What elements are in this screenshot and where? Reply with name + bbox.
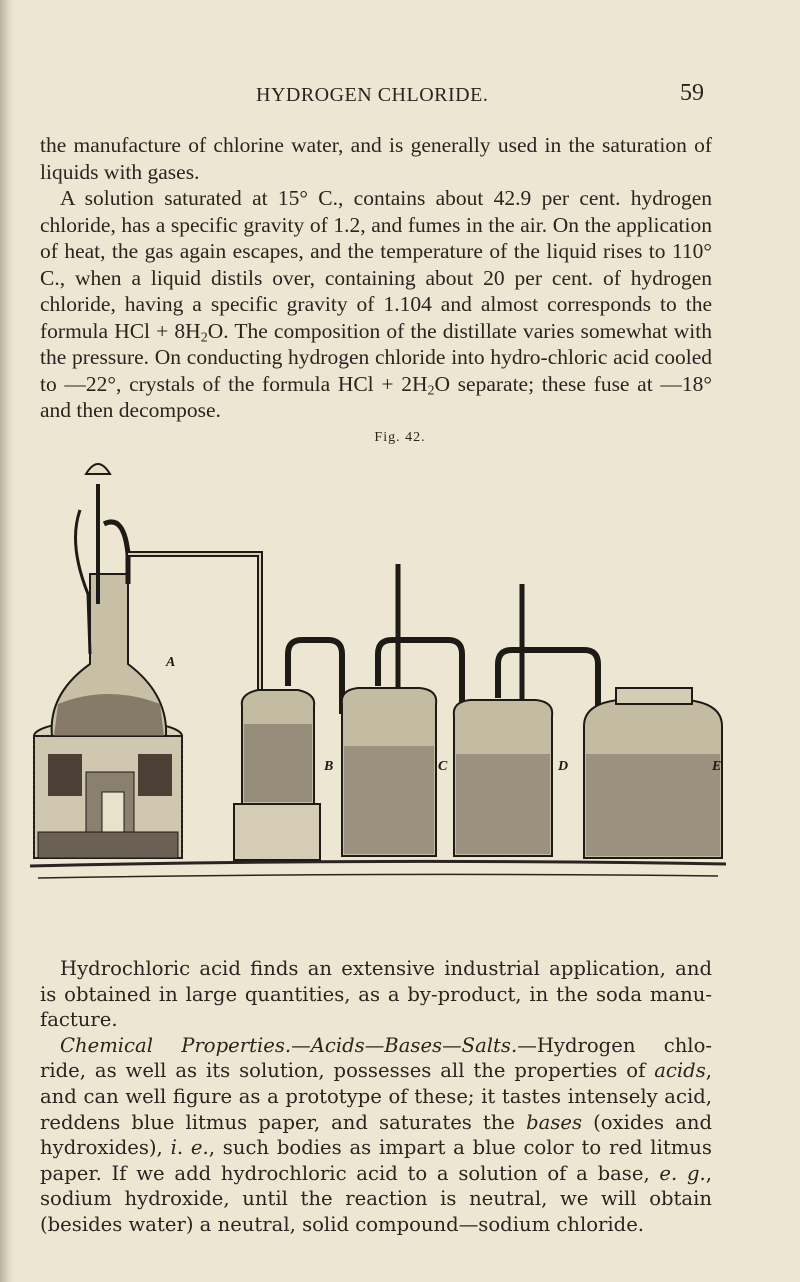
apparatus-illustration [28, 454, 728, 900]
emphasis: e. g. [659, 1161, 706, 1185]
figure-label-c: C [438, 759, 448, 774]
bottle-b [234, 640, 342, 860]
page-number: 59 [680, 80, 704, 106]
figure-label-e: E [712, 759, 722, 774]
paragraph-text: , such bodies as impart a blue color to red litmus paper. If we add hydrochloric acid to a solution of a base, [40, 1136, 712, 1185]
emphasis: acids [654, 1059, 706, 1083]
paragraph-text: O separate; these fuse at —18° and then decompose. [40, 371, 712, 422]
bottle-c [342, 640, 462, 856]
furnace [34, 720, 182, 858]
bench-line [30, 861, 726, 878]
flask-a [52, 464, 166, 736]
paragraph-continued: the manufacture of chlorine water, and is generally used in the saturation of liquids with gases. [40, 133, 712, 184]
figure-caption: Fig. 42. [374, 430, 426, 445]
paragraph-solution-properties [40, 185, 712, 424]
emphasis: bases [526, 1110, 583, 1134]
page-edge-shadow [0, 0, 14, 1282]
section-heading: Chemical Properties.—Acids—Bases—Salts. [60, 1033, 518, 1057]
lower-text-block [40, 956, 712, 1238]
figure-label-a: A [166, 655, 176, 670]
paragraph-chemical-properties [40, 1033, 712, 1238]
figure-label-d: D [558, 759, 569, 774]
paragraph-text: —Hydrogen chlo-ride, as well as its solution, possesses all the properties of [40, 1033, 712, 1083]
subscript: 2 [200, 329, 208, 345]
paragraph-text: , sodium hydroxide, until the reaction is neutral, we will obtain (besides water) a neutral, solid compound—sodium chloride. [40, 1161, 712, 1236]
bottle-e [584, 688, 722, 858]
emphasis: i. e. [170, 1136, 209, 1160]
paragraph-industrial-use: Hydrochloric acid finds an extensive industrial application, and is obtained in large quantities, as a by-product, in the soda manu-facture. [40, 957, 712, 1032]
running-head: HYDROGEN CHLORIDE. [256, 84, 489, 106]
subscript: 2 [427, 382, 435, 398]
figure-label-b: B [324, 759, 334, 774]
paragraph-text: A solution saturated at 15° C., contains about 42.9 per cent. hydrogen chloride, has a specific gravity of 1.2, and fumes in the air. On the application of heat, the gas again escapes, and the temperature of the liquid rises to 110° C., when a liquid distils over, containing about 20 per cent. of hydrogen chloride, having a specific gravity of 1.104 and almost corresponds to the formula HCl + 8H [40, 186, 712, 343]
bottle-d [454, 650, 598, 856]
upper-text-block [40, 132, 712, 424]
paragraph-text: (oxides and hydroxides), [40, 1110, 712, 1160]
paragraph-text: , and can well figure as a prototype of these; it tastes intensely acid, reddens blue litmus paper, and saturates the [40, 1059, 712, 1134]
paragraph-text: O. The composition of the distillate varies somewhat with the pressure. On conducting hydrogen chloride into hydro-chloric acid cooled to —22°, crystals of the formula HCl + 2H [40, 318, 712, 396]
